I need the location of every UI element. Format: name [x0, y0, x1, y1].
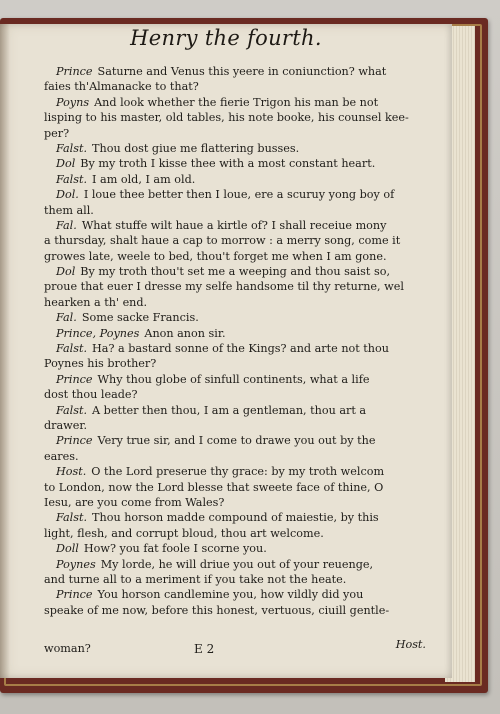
line-text: I am old, I am old.	[92, 172, 196, 186]
line-text: My lorde, he will driue you out of your reuenge,	[100, 557, 374, 571]
text-line	[44, 403, 426, 418]
line-text: lisping to his master, old tables, his note booke, his counsel kee-	[44, 111, 409, 125]
line-text: them all.	[44, 203, 94, 217]
speaker-name: Dol.	[56, 188, 79, 202]
text-line	[44, 64, 426, 79]
line-text: By my troth I kisse thee with a most constant heart.	[80, 157, 376, 171]
text-line	[44, 310, 426, 325]
text-line	[44, 156, 426, 171]
text-line	[44, 172, 426, 187]
text-line	[44, 433, 426, 448]
text-line	[44, 495, 426, 510]
page-gutter-shadow	[0, 24, 10, 678]
line-text: A better then thou, I am a gentleman, thou art a	[92, 403, 367, 417]
text-line	[44, 326, 426, 341]
speaker-name: Falst.	[56, 141, 88, 155]
signature-mark: E 2	[194, 642, 215, 656]
text-line	[44, 541, 426, 556]
text-line	[44, 526, 426, 541]
speaker-name: Fal.	[56, 311, 77, 325]
text-line	[44, 356, 426, 371]
line-text: Very true sir, and I come to drawe you out by the	[97, 434, 376, 448]
text-line	[44, 279, 426, 294]
speaker-name: Host.	[56, 465, 87, 479]
text-line	[44, 510, 426, 525]
line-text: Thou dost giue me flattering busses.	[92, 141, 300, 155]
speaker-name: Prince	[56, 372, 93, 386]
speaker-name: Poynes	[56, 557, 96, 571]
speaker-name: Fal.	[56, 218, 77, 232]
line-text: to London, now the Lord blesse that sweete face of thine, O	[44, 480, 384, 494]
text-line	[44, 572, 426, 587]
running-title: Henry the fourth.	[130, 26, 322, 50]
line-text: Saturne and Venus this yeere in coniunction? what	[97, 65, 387, 78]
text-line	[44, 141, 426, 156]
text-line	[44, 449, 426, 464]
line-text: and turne all to a meriment if you take not the heate.	[44, 572, 347, 586]
text-line	[44, 387, 426, 402]
speaker-name: Dol	[56, 265, 76, 279]
line-text: faies th'Almanacke to that?	[44, 80, 199, 94]
speaker-name: Dol	[56, 157, 76, 171]
line-text: Iesu, are you come from Wales?	[44, 495, 225, 509]
text-line	[44, 464, 426, 479]
line-text: What stuffe wilt haue a kirtle of? I shall receiue mony	[81, 218, 387, 232]
line-text: And look whether the fierie Trigon his man be not	[94, 95, 379, 109]
text-line	[44, 557, 426, 572]
speaker-name: Prince	[56, 588, 93, 602]
line-text: hearken a th' end.	[44, 295, 148, 309]
line-text: light, flesh, and corrupt bloud, thou art welcome.	[44, 526, 324, 540]
book-page	[0, 24, 452, 678]
line-text: Ha? a bastard sonne of the Kings? and arte not thou	[92, 342, 389, 356]
line-text: How? you fat foole I scorne you.	[83, 542, 267, 556]
line-text: Poynes his brother?	[44, 357, 157, 371]
text-line	[44, 233, 426, 248]
text-line	[44, 110, 426, 125]
speaker-name: Falst.	[56, 511, 88, 525]
line-text: drawer.	[44, 418, 88, 432]
text-line	[44, 187, 426, 202]
line-text: Some sacke Francis.	[81, 311, 199, 325]
line-text: I loue thee better then I loue, ere a scuruy yong boy of	[83, 188, 395, 202]
line-text: You horson candlemine you, how vildly did you	[97, 588, 364, 602]
text-line	[44, 418, 426, 433]
text-line	[44, 95, 426, 110]
text-line	[44, 249, 426, 264]
text-line	[44, 372, 426, 387]
line-text: growes late, weele to bed, thou't forget me when I am gone.	[44, 249, 387, 263]
text-line	[44, 126, 426, 141]
text-line	[44, 203, 426, 218]
text-line	[44, 264, 426, 279]
catchword: Host.	[395, 638, 426, 651]
line-text: Thou horson madde compound of maiestie, by this	[92, 511, 379, 525]
line-text: per?	[44, 126, 70, 140]
line-text: proue that euer I dresse my selfe handsome til thy returne, wel	[44, 280, 404, 294]
speaker-name: Doll	[56, 542, 79, 556]
speaker-name: Prince, Poynes	[56, 326, 140, 340]
text-line	[44, 603, 426, 618]
speaker-name: Falst.	[56, 172, 88, 186]
text-line	[44, 587, 426, 602]
line-text: O the Lord preserue thy grace: by my troth welcom	[91, 465, 385, 479]
text-line	[44, 79, 426, 94]
line-text: a thursday, shalt haue a cap to morrow : a merry song, come it	[44, 234, 401, 248]
text-line	[44, 218, 426, 233]
speaker-name: Falst.	[56, 403, 88, 417]
speaker-name: Poyns	[56, 95, 90, 109]
last-line: woman?	[44, 642, 91, 655]
line-text: By my troth thou't set me a weeping and thou saist so,	[80, 265, 390, 279]
text-line	[44, 295, 426, 310]
speaker-name: Falst.	[56, 342, 88, 356]
line-text: Why thou globe of sinfull continents, what a life	[97, 372, 370, 386]
text-line	[44, 480, 426, 495]
line-text: eares.	[44, 449, 79, 463]
page-footer	[44, 638, 426, 658]
line-text: speake of me now, before this honest, vertuous, ciuill gentle-	[44, 603, 390, 617]
page-body-text	[44, 64, 426, 618]
line-text: Anon anon sir.	[144, 326, 226, 340]
speaker-name: Prince	[56, 434, 93, 448]
line-text: dost thou leade?	[44, 388, 138, 402]
speaker-name: Prince	[56, 65, 93, 78]
text-line	[44, 341, 426, 356]
